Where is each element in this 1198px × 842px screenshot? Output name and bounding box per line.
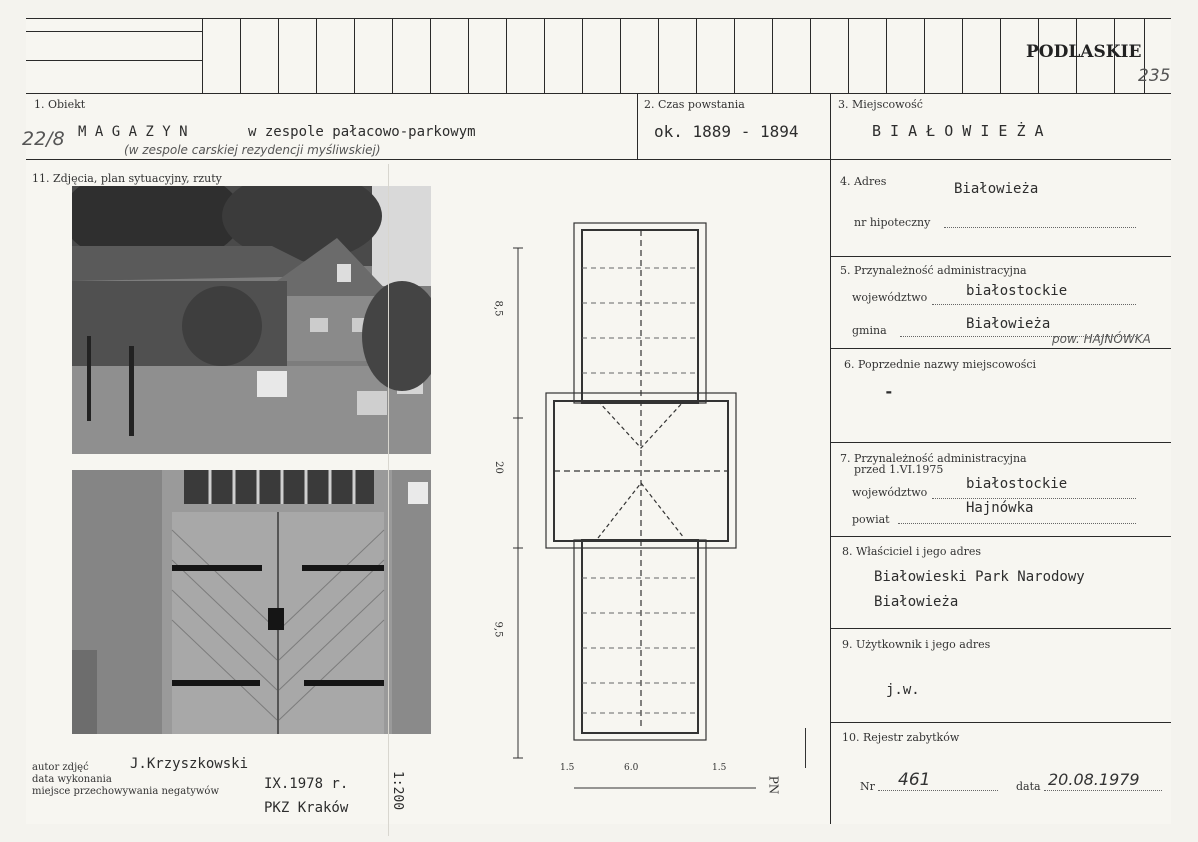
rejestr-label: 10. Rejestr zabytków [842,731,960,744]
wlasciciel-line2: Białowieża [874,594,959,610]
obiekt-context: w zespole pałacowo-parkowym [248,124,476,140]
top-strip-tick [620,18,621,93]
woj-label: województwo [852,291,928,304]
wlasciciel-line1: Białowieski Park Narodowy [874,569,1085,585]
top-strip-tick [696,18,697,93]
rejestr-data-value: 20.08.1979 [1048,770,1140,789]
photo-building-image [72,186,431,454]
powiat-label: powiat [852,513,890,526]
miejscowosc-value: B I A Ł O W I E Ż A [872,122,1044,140]
row1-bottom-rule [26,159,1171,160]
top-strip-tick [506,18,507,93]
plan-dim-w-mid: 6.0 [624,763,639,773]
top-strip-tick [544,18,545,93]
obiekt-label: 1. Obiekt [34,98,86,111]
right-rule-5 [830,348,1171,349]
rejestr-data-label: data [1016,780,1041,793]
floor-plan [466,208,806,798]
gmina-value: Białowieża [966,316,1051,332]
plan-dim-bot: 9,5 [492,621,504,638]
obiekt-note-hand: (w zespole carskiej rezydencji myśliwskiej) [124,143,381,157]
top-strip-bottom-rule [26,93,1171,94]
gmina-label: gmina [852,324,887,337]
adres-label: 4. Adres [840,175,887,188]
rejestr-nr-label: Nr [860,780,875,793]
top-strip-tick [734,18,735,93]
top-strip-tick [810,18,811,93]
top-strip-tick [924,18,925,93]
plan-wing-bottom [574,540,706,740]
record-card [22,18,1171,824]
row1-divider-a [637,93,638,159]
obiekt-number-hand: 22/8 [22,128,65,150]
przed1975-label2: przed 1.VI.1975 [854,463,944,476]
right-rule-9 [830,722,1171,723]
przed1975-label: 7. Przynależność administracyjna [840,452,1027,465]
uzytkownik-label: 9. Użytkownik i jego adres [842,638,991,651]
row1-divider-b [830,93,831,824]
place-value: PKZ Kraków [264,800,349,816]
przed1975-woj-value: białostockie [966,476,1068,492]
author-value: J.Krzyszkowski [130,756,249,772]
card-number-hand: 235 [1138,66,1171,86]
photo-door [72,470,431,734]
czas-label: 2. Czas powstania [644,98,745,111]
plan-dim-mid: 20 [492,461,504,474]
top-strip-tick [430,18,431,93]
top-strip-tick [886,18,887,93]
obiekt-name: M A G A Z Y N [78,124,188,140]
top-strip-tick [392,18,393,93]
plan-dim-top: 8,5 [492,300,504,317]
region-label: PODLASKIE [1026,42,1142,62]
powiat-dots [898,523,1136,524]
top-strip-tick [658,18,659,93]
zdjecia-label: 11. Zdjęcia, plan sytuacyjny, rzuty [32,172,222,185]
photo-building [72,186,431,454]
right-rule-8 [830,628,1171,629]
woj-dots [932,304,1136,305]
uzytkownik-value: j.w. [886,682,920,698]
top-strip-tick [354,18,355,93]
right-rule-6 [830,442,1171,443]
rejestr-nr-dots [878,790,998,791]
plan-dim-w-left: 1.5 [560,763,575,773]
top-strip-tick [848,18,849,93]
woj-value: białostockie [966,283,1068,299]
top-strip-tick [240,18,241,93]
right-rule-4 [830,256,1171,257]
przed1975-woj-dots [932,498,1136,499]
place-label: miejsce przechowywania negatywów [32,786,219,797]
top-strip-line-2 [26,60,202,61]
plan-dim-w-right: 1.5 [712,763,727,773]
north-label: PN [766,775,781,795]
rejestr-nr-value: 461 [898,770,931,790]
top-strip-tick [278,18,279,93]
rejestr-data-dots [1044,790,1162,791]
top-strip-tick [772,18,773,93]
date-label: data wykonania [32,774,112,785]
pow-hand: pow. HAJNÓWKA [1052,332,1151,346]
hip-label: nr hipoteczny [854,216,931,229]
photo-door-image [72,470,431,734]
hip-dots [944,227,1136,228]
powiat-value: Hajnówka [966,500,1034,516]
scale-label: 1:200 [390,770,406,811]
top-strip-tick [582,18,583,93]
date-value: IX.1978 r. [264,776,349,792]
wlasciciel-label: 8. Właściciel i jego adres [842,545,982,558]
adres-value: Białowieża [954,181,1039,197]
top-strip-tick [316,18,317,93]
czas-value: ok. 1889 - 1894 [654,122,799,141]
top-strip-tick [1000,18,1001,93]
top-strip-line-1 [26,31,202,32]
author-label: autor zdjęć [32,762,89,773]
poprzednie-label: 6. Poprzednie nazwy miejscowości [844,358,1037,371]
poprzednie-value: - [884,382,894,401]
miejscowosc-label: 3. Miejscowość [838,98,923,111]
przynaleznosc-label: 5. Przynależność administracyjna [840,264,1027,277]
top-strip-tick [202,18,203,93]
przed1975-woj-label: województwo [852,486,928,499]
plan-panel-edge [388,164,389,836]
top-strip-tick [962,18,963,93]
right-rule-7 [830,536,1171,537]
plan-wing-top [574,223,706,403]
top-strip-tick [468,18,469,93]
